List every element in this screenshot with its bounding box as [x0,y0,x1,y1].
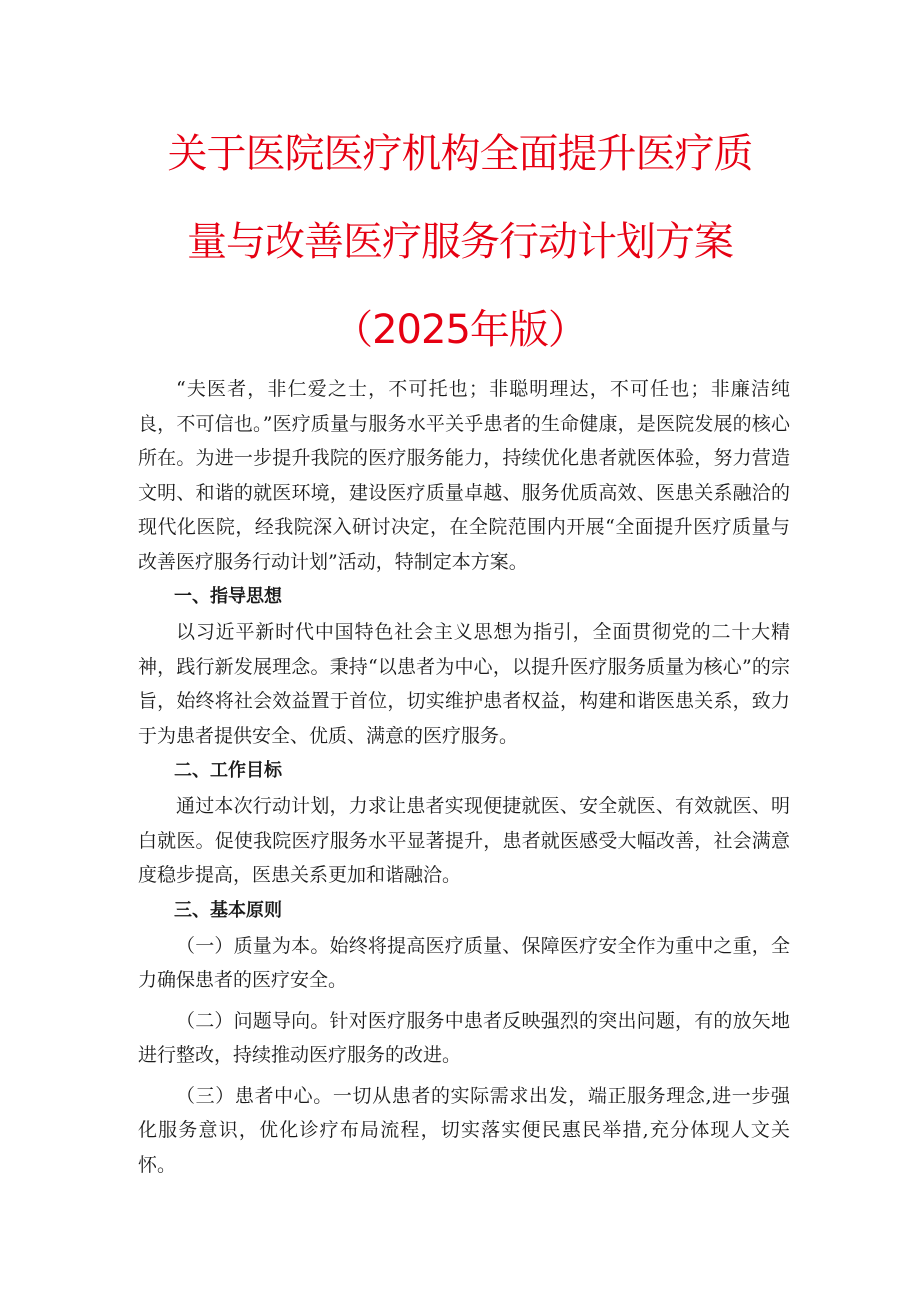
section-heading-basic-principles: 三、基本原则 [174,899,282,921]
section-heading-work-goals: 二、工作目标 [174,760,282,781]
section-heading-guiding-ideology: 一、指导思想 [174,586,282,607]
document-title-edition: （2025年版） [333,307,587,353]
principle-paragraph-quality: （一）质量为本。始终将提高医疗质量、保障医疗安全作为重中之重，全力确保患者的医疗安全。 [138,934,790,991]
document-body [138,372,790,1182]
section-paragraph: 以习近平新时代中国特色社会主义思想为指引，全面贯彻党的二十大精神，践行新发展理念。秉持“以患者为中心，以提升医疗服务质量为核心”的宗旨，始终将社会效益置于首位，切实维护患者权益，构建和谐医患关系，致力于为患者提供安全、优质、满意的医疗服务。 [138,621,790,747]
principle-paragraph-problem-oriented: （二）问题导向。针对医疗服务中患者反映强烈的突出问题，有的放矢地进行整改，持续推动医疗服务的改进。 [138,1009,790,1066]
principle-paragraph-patient-centered: （三）患者中心。一切从患者的实际需求出发，端正服务理念,进一步强化服务意识，优化诊疗布局流程，切实落实便民惠民举措,充分体现人文关怀。 [138,1084,790,1176]
section-paragraph: 通过本次行动计划，力求让患者实现便捷就医、安全就医、有效就医、明白就医。促使我院医疗服务水平显著提升，患者就医感受大幅改善，社会满意度稳步提高，医患关系更加和谐融洽。 [138,795,790,886]
intro-paragraph: “夫医者，非仁爱之士，不可托也；非聪明理达，不可任也；非廉洁纯良，不可信也。”医疗质量与服务水平关乎患者的生命健康，是医院发展的核心所在。为进一步提升我院的医疗服务能力，持续优化患者就医体验，努力营造文明、和谐的就医环境，建设医疗质量卓越、服务优质高效、医患关系融洽的现代化医院，经我院深入研讨决定，在全院范围内开展“全面提升医疗质量与改善医疗服务行动计划”活动，特制定本方案。 [138,378,790,573]
document-title-line-1: 关于医院医疗机构全面提升医疗质 [167,131,753,177]
document-title-line-2: 量与改善医疗服务行动计划方案 [187,219,733,265]
